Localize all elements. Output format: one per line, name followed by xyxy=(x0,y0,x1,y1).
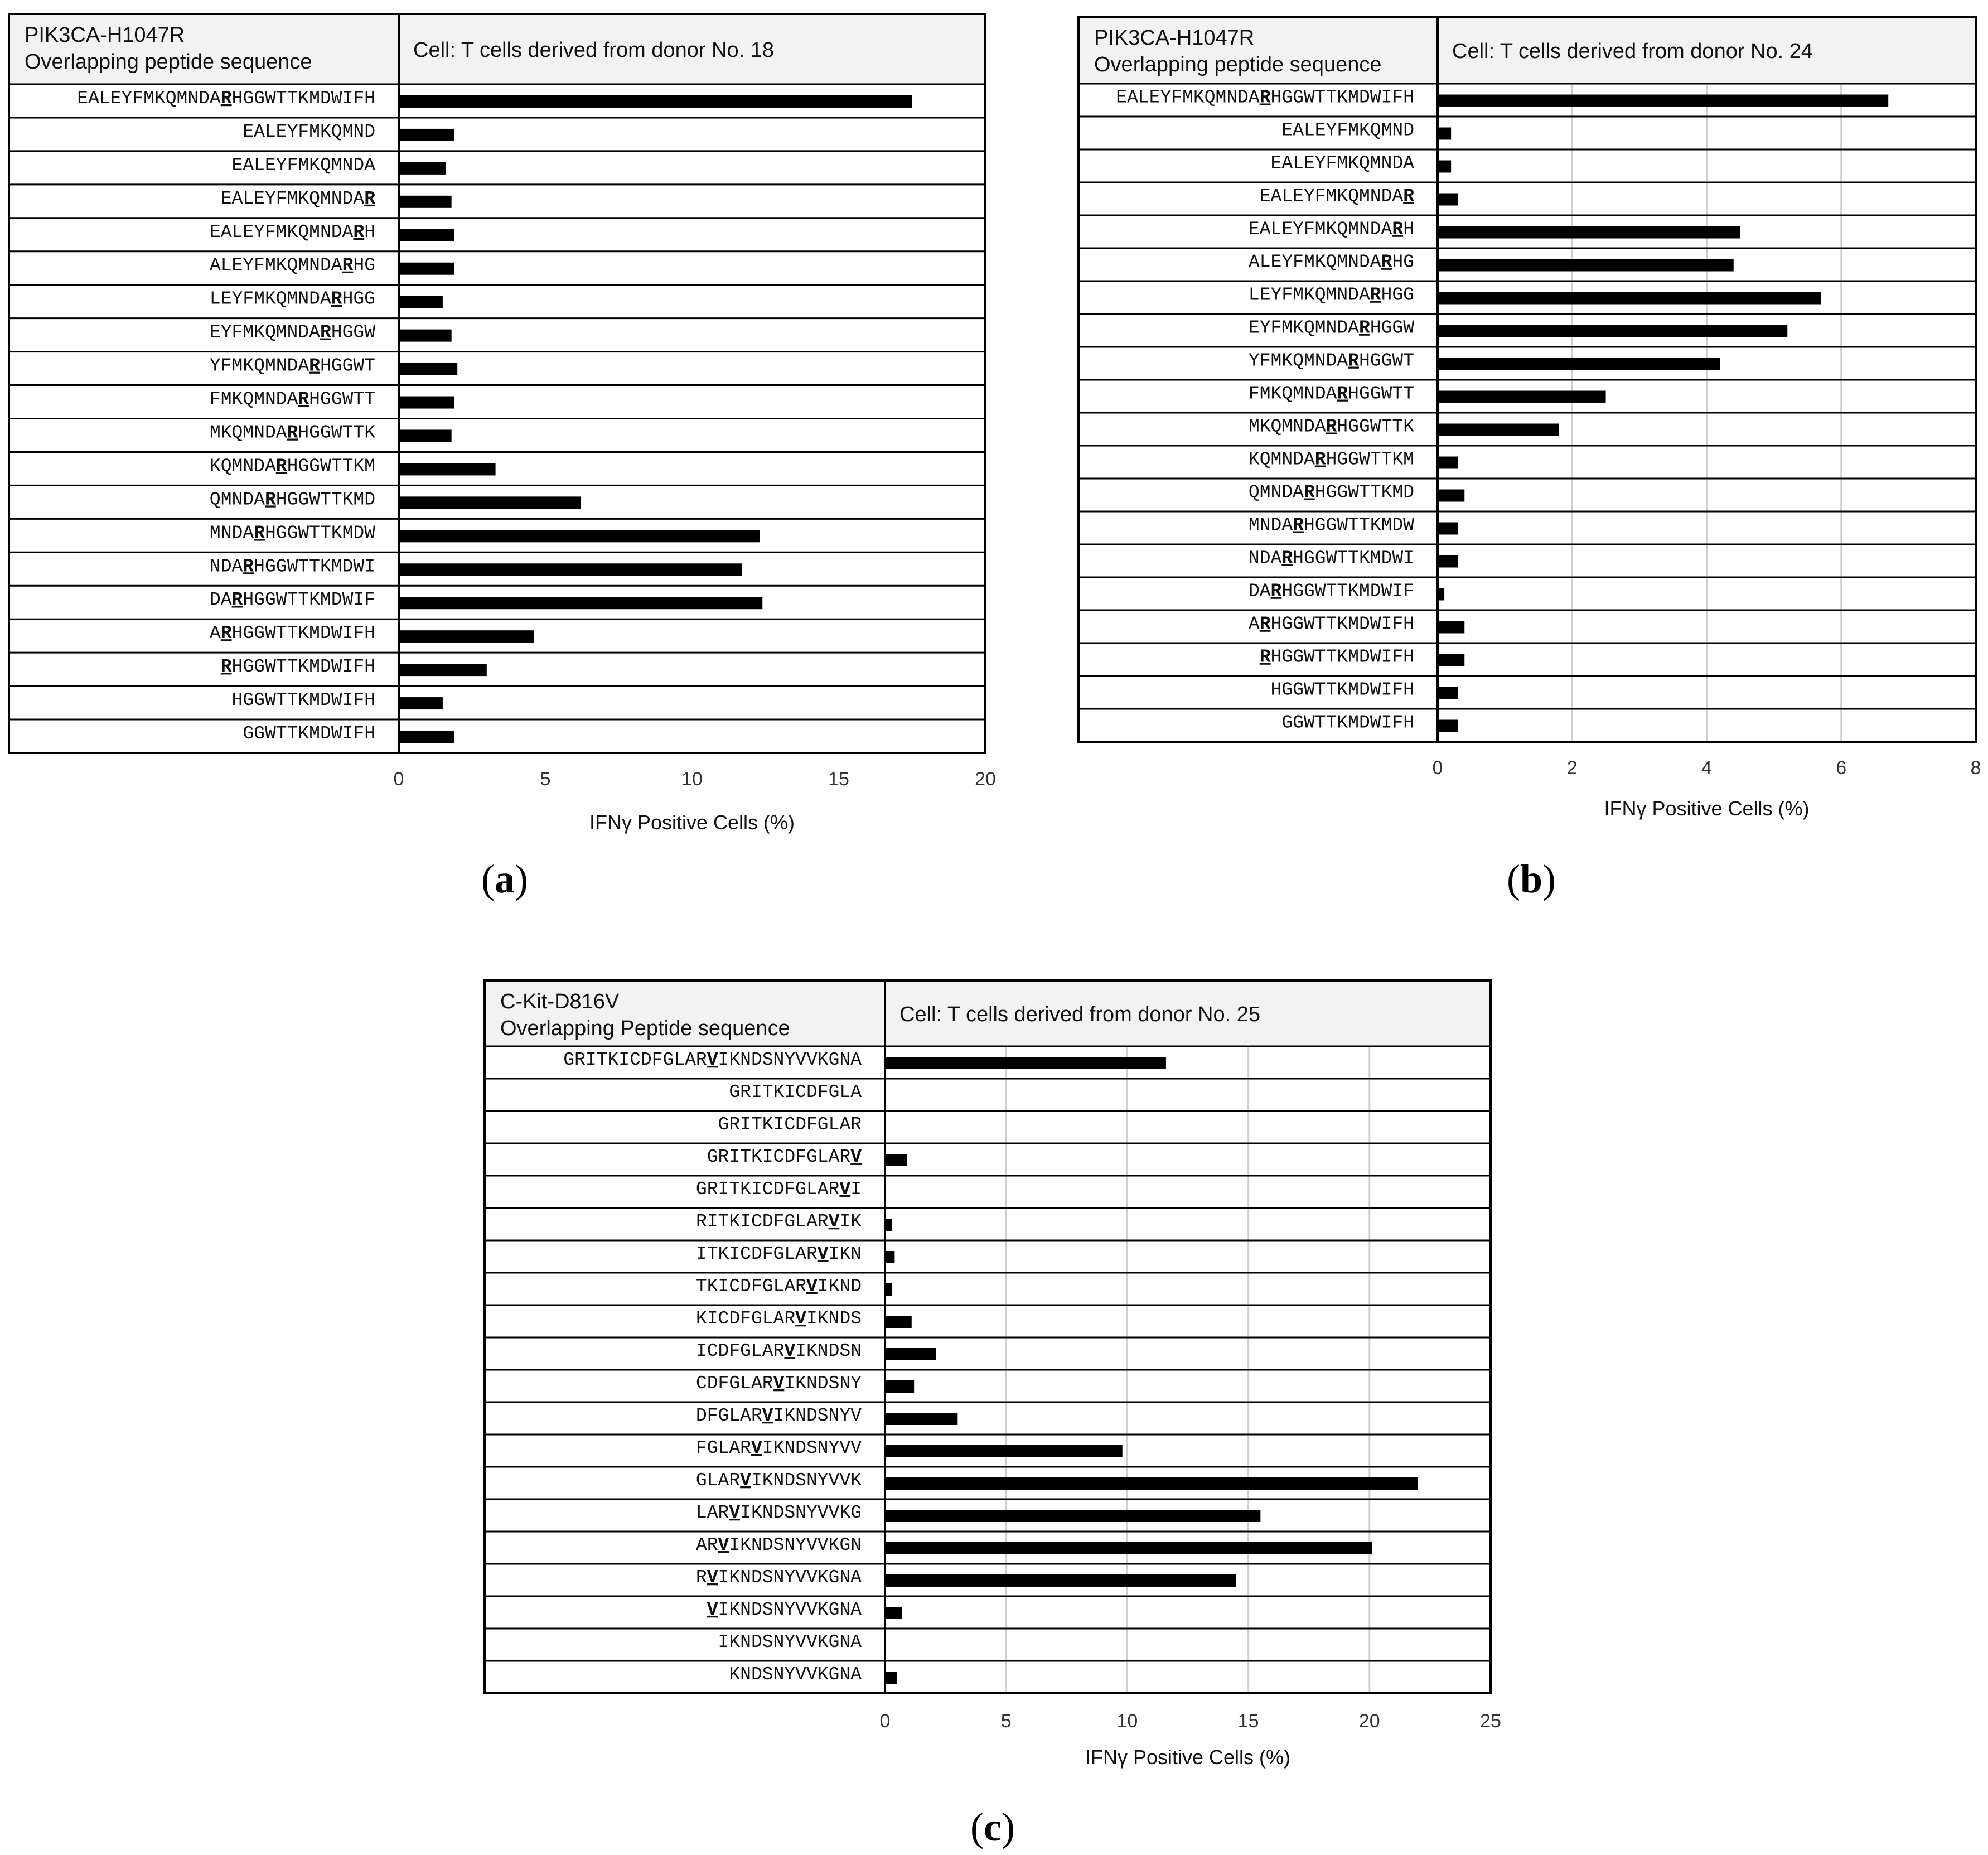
bar xyxy=(399,664,487,676)
peptide-label: FMKQMNDARHGGWTT xyxy=(1248,383,1414,404)
peptide-label: GLARVIKNDSNYVVK xyxy=(695,1470,862,1491)
peptide-label: GRITKICDFGLA xyxy=(729,1082,862,1103)
bar xyxy=(885,1542,1372,1554)
bar xyxy=(1438,523,1458,535)
header-cell-label: Cell: T cells derived from donor No. 25 xyxy=(899,1003,1261,1026)
peptide-label: EALEYFMKQMND xyxy=(1281,120,1414,141)
bar xyxy=(1438,325,1787,337)
peptide-label: ARHGGWTTKMDWIFH xyxy=(209,623,375,644)
peptide-label: EALEYFMKQMNDAR xyxy=(1259,186,1414,207)
peptide-label: EALEYFMKQMNDARHGGWTTKMDWIFH xyxy=(1116,87,1414,108)
peptide-label: ALEYFMKQMNDARHG xyxy=(1248,252,1414,273)
peptide-label: RHGGWTTKMDWIFH xyxy=(1259,646,1414,668)
bar xyxy=(1438,128,1451,140)
panel-label: (b) xyxy=(1506,857,1556,901)
peptide-label: DARHGGWTTKMDWIF xyxy=(1248,581,1414,602)
bar xyxy=(885,1574,1236,1587)
x-tick-label: 0 xyxy=(1432,757,1443,779)
x-tick-label: 5 xyxy=(1000,1711,1012,1732)
bar xyxy=(1438,555,1458,568)
peptide-label: VIKNDSNYVVKGNA xyxy=(707,1600,862,1620)
bar xyxy=(399,630,534,643)
peptide-label: GGWTTKMDWIFH xyxy=(1281,712,1414,733)
peptide-label: ARHGGWTTKMDWIFH xyxy=(1248,613,1414,635)
peptide-label: EALEYFMKQMNDARH xyxy=(1248,219,1414,240)
bar xyxy=(399,162,446,175)
peptide-label: LEYFMKQMNDARHGG xyxy=(209,288,375,310)
bar xyxy=(399,597,762,609)
bar xyxy=(885,1251,894,1263)
header-cell-label: Cell: T cells derived from donor No. 18 xyxy=(413,38,775,62)
bar xyxy=(1438,358,1720,370)
bar xyxy=(399,397,454,409)
bar xyxy=(885,1607,902,1619)
x-tick-label: 15 xyxy=(828,769,849,790)
bar xyxy=(399,363,457,375)
bar xyxy=(885,1477,1418,1490)
peptide-label: KQMNDARHGGWTTKM xyxy=(209,456,375,477)
panel-label: (a) xyxy=(481,857,528,901)
bar xyxy=(399,496,581,509)
bar xyxy=(399,95,912,108)
peptide-label: QMNDARHGGWTTKMD xyxy=(209,489,375,510)
bar xyxy=(1438,654,1464,666)
x-tick-label: 10 xyxy=(1116,1711,1138,1732)
peptide-label: LEYFMKQMNDARHGG xyxy=(1248,284,1414,306)
bar xyxy=(1438,292,1821,305)
bar xyxy=(399,263,454,275)
bar xyxy=(399,330,452,342)
bar xyxy=(399,563,742,576)
peptide-label: DFGLARVIKNDSNYV xyxy=(695,1405,862,1426)
peptide-label: HGGWTTKMDWIFH xyxy=(1270,679,1414,701)
peptide-label: GRITKICDFGLAR xyxy=(718,1114,862,1135)
header-gene-label: C-Kit-D816V xyxy=(500,990,620,1013)
bar xyxy=(885,1154,907,1166)
header-gene-label: PIK3CA-H1047R xyxy=(25,23,185,47)
peptide-label: KQMNDARHGGWTTKM xyxy=(1248,449,1414,470)
peptide-label: RITKICDFGLARVIK xyxy=(695,1211,862,1232)
bar xyxy=(885,1380,914,1393)
peptide-label: EALEYFMKQMND xyxy=(243,121,375,142)
bar xyxy=(885,1413,957,1425)
peptide-label: RVIKNDSNYVVKGNA xyxy=(695,1567,862,1588)
bar xyxy=(1438,424,1559,436)
x-tick-label: 6 xyxy=(1836,757,1847,779)
peptide-label: FGLARVIKNDSNYVV xyxy=(695,1438,862,1458)
x-tick-label: 10 xyxy=(681,769,703,790)
peptide-label: CDFGLARVIKNDSNY xyxy=(695,1373,862,1394)
bar xyxy=(885,1445,1123,1457)
bar xyxy=(1438,161,1451,173)
x-tick-label: 8 xyxy=(1970,757,1981,779)
x-tick-label: 20 xyxy=(1358,1711,1380,1732)
peptide-label: GRITKICDFGLARVI xyxy=(695,1179,862,1200)
peptide-label: EALEYFMKQMNDA xyxy=(1270,153,1414,174)
peptide-label: ITKICDFGLARVIKN xyxy=(695,1244,862,1264)
peptide-label: RHGGWTTKMDWIFH xyxy=(220,656,375,678)
bar xyxy=(1438,194,1458,206)
peptide-label: MNDARHGGWTTKMDW xyxy=(209,523,375,544)
peptide-label: EALEYFMKQMNDARH xyxy=(209,221,375,243)
peptide-label: EALEYFMKQMNDAR xyxy=(220,188,375,209)
bar xyxy=(1438,226,1740,239)
peptide-label: NDARHGGWTTKMDWI xyxy=(1248,548,1414,569)
peptide-label: EYFMKQMNDARHGGW xyxy=(1248,317,1414,339)
peptide-label: GRITKICDFGLARV xyxy=(707,1147,862,1167)
bar xyxy=(1438,490,1464,502)
peptide-label: DARHGGWTTKMDWIF xyxy=(209,590,375,611)
header-sequence-label: Overlapping Peptide sequence xyxy=(500,1017,790,1040)
panel-b-chart xyxy=(1078,17,1981,901)
peptide-label: EALEYFMKQMNDA xyxy=(231,154,375,176)
peptide-label: ARVIKNDSNYVVKGN xyxy=(695,1535,862,1556)
panel-c-chart xyxy=(485,980,1501,1849)
bar xyxy=(1438,621,1464,634)
peptide-label: GRITKICDFGLARVIKNDSNYVVKGNA xyxy=(563,1050,862,1070)
x-tick-label: 0 xyxy=(393,769,404,790)
peptide-label: FMKQMNDARHGGWTT xyxy=(209,389,375,410)
x-tick-label: 15 xyxy=(1237,1711,1259,1732)
header-sequence-label: Overlapping peptide sequence xyxy=(1094,53,1382,76)
peptide-label: MKQMNDARHGGWTTK xyxy=(209,422,375,443)
bar xyxy=(399,463,496,475)
bar xyxy=(399,697,443,709)
peptide-label: ALEYFMKQMNDARHG xyxy=(209,255,375,276)
peptide-label: QMNDARHGGWTTKMD xyxy=(1248,482,1414,503)
bar xyxy=(1438,720,1458,732)
header-cell-label: Cell: T cells derived from donor No. 24 xyxy=(1452,40,1813,63)
bar xyxy=(399,129,454,141)
peptide-label: NDARHGGWTTKMDWI xyxy=(209,556,375,577)
peptide-label: YFMKQMNDARHGGWT xyxy=(209,355,375,376)
x-axis-label: IFNγ Positive Cells (%) xyxy=(589,811,795,834)
header-sequence-label: Overlapping peptide sequence xyxy=(25,50,312,74)
peptide-label: ICDFGLARVIKNDSN xyxy=(695,1341,862,1361)
header-gene-label: PIK3CA-H1047R xyxy=(1094,26,1255,50)
peptide-label: GGWTTKMDWIFH xyxy=(243,723,375,745)
bar xyxy=(1438,457,1458,469)
bar xyxy=(1438,95,1888,107)
bar xyxy=(399,196,452,208)
panel-a-chart xyxy=(9,14,996,901)
bar xyxy=(399,296,443,308)
peptide-label: KNDSNYVVKGNA xyxy=(729,1664,862,1685)
peptide-label: MKQMNDARHGGWTTK xyxy=(1248,416,1414,437)
x-tick-label: 20 xyxy=(975,769,996,790)
bar xyxy=(399,530,760,542)
panel-label: (c) xyxy=(970,1805,1015,1849)
x-tick-label: 2 xyxy=(1566,757,1578,779)
bar xyxy=(885,1672,897,1684)
bar xyxy=(399,229,454,241)
x-tick-label: 5 xyxy=(540,769,551,790)
bar xyxy=(399,731,454,743)
bar xyxy=(1438,259,1734,272)
bar xyxy=(1438,391,1606,403)
peptide-label: EALEYFMKQMNDARHGGWTTKMDWIFH xyxy=(77,88,375,109)
bar xyxy=(399,429,452,442)
peptide-label: KICDFGLARVIKNDS xyxy=(695,1308,862,1329)
peptide-label: YFMKQMNDARHGGWT xyxy=(1248,350,1414,371)
peptide-label: EYFMKQMNDARHGGW xyxy=(209,322,375,343)
x-axis-label: IFNγ Positive Cells (%) xyxy=(1085,1746,1291,1769)
peptide-label: HGGWTTKMDWIFH xyxy=(231,690,375,711)
bar xyxy=(885,1316,912,1328)
x-tick-label: 4 xyxy=(1701,757,1712,779)
bar xyxy=(885,1348,936,1360)
x-tick-label: 0 xyxy=(879,1711,891,1732)
x-axis-label: IFNγ Positive Cells (%) xyxy=(1604,797,1810,820)
x-tick-label: 25 xyxy=(1480,1711,1501,1732)
bar xyxy=(1438,687,1458,699)
peptide-label: LARVIKNDSNYVVKG xyxy=(695,1503,862,1523)
peptide-label: MNDARHGGWTTKMDW xyxy=(1248,515,1414,536)
bar xyxy=(885,1510,1260,1522)
peptide-label: TKICDFGLARVIKND xyxy=(695,1276,862,1297)
peptide-label: IKNDSNYVVKGNA xyxy=(718,1632,862,1653)
bar xyxy=(885,1057,1166,1069)
